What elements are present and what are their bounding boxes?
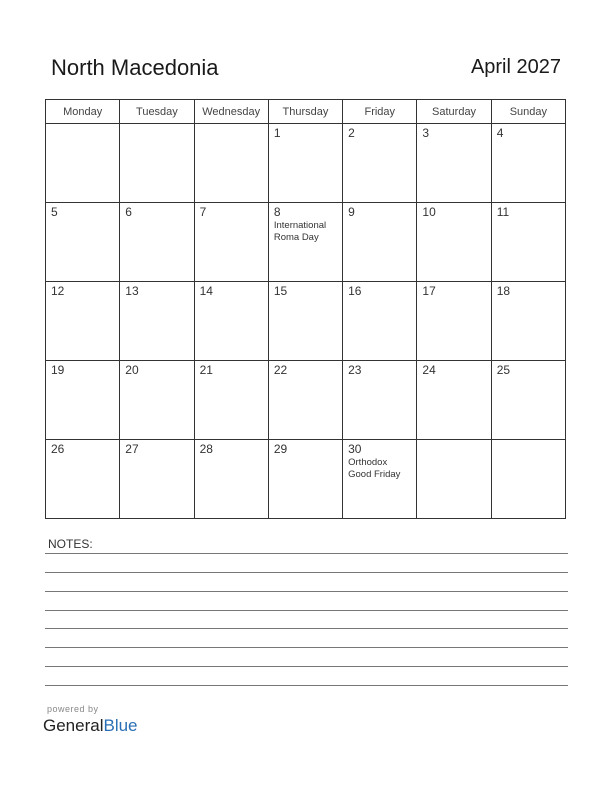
week-row [46, 124, 566, 203]
notes-line [45, 685, 568, 686]
weekday-header: Tuesday [120, 100, 194, 124]
day-cell [120, 440, 194, 519]
day-number: 1 [273, 126, 281, 140]
powered-by-text: powered by [47, 704, 99, 714]
day-number: 6 [125, 205, 132, 219]
day-cell [46, 282, 120, 361]
holiday-label: Orthodox Good Friday [348, 457, 401, 480]
calendar-grid [45, 99, 566, 519]
day-cell [343, 361, 417, 440]
day-number: 8 [273, 205, 281, 219]
weekday-header: Monday [46, 100, 120, 124]
holiday-label: International Roma Day [273, 220, 327, 243]
day-number: 2 [348, 126, 355, 140]
notes-line [45, 666, 568, 667]
day-cell [120, 282, 194, 361]
day-number: 16 [348, 284, 362, 298]
weekday-header-row [46, 100, 566, 124]
day-cell [343, 203, 417, 282]
day-cell [46, 440, 120, 519]
day-cell [343, 282, 417, 361]
day-cell [46, 361, 120, 440]
day-number: 11 [496, 205, 510, 219]
week-row [46, 361, 566, 440]
day-number: 23 [348, 363, 362, 377]
week-row [46, 440, 566, 519]
day-cell [194, 282, 268, 361]
day-number: 18 [496, 284, 511, 298]
day-cell [194, 440, 268, 519]
day-cell [491, 282, 565, 361]
day-cell [120, 361, 194, 440]
weekday-header: Friday [343, 100, 417, 124]
day-number: 29 [273, 442, 288, 456]
notes-line [45, 591, 568, 592]
day-cell [268, 203, 342, 282]
day-cell [268, 282, 342, 361]
notes-line [45, 628, 568, 629]
brand-blue: Blue [103, 716, 138, 735]
day-number: 14 [199, 284, 213, 298]
day-number: 19 [51, 363, 65, 377]
day-cell [268, 361, 342, 440]
weekday-header: Wednesday [194, 100, 268, 124]
day-cell [417, 440, 491, 519]
day-number: 5 [51, 205, 58, 219]
day-number: 17 [422, 284, 436, 298]
weekday-header: Saturday [417, 100, 491, 124]
day-number: 26 [51, 442, 65, 456]
day-number: 22 [273, 363, 288, 377]
generalblue-logo[interactable] [43, 716, 138, 736]
week-row [46, 282, 566, 361]
notes-line [45, 610, 568, 611]
month-year: April 2027 [470, 56, 561, 78]
day-cell [343, 440, 417, 519]
day-number: 21 [199, 363, 213, 377]
notes-label: NOTES: [48, 537, 93, 551]
brand-general: General [43, 716, 104, 735]
notes-line [45, 553, 568, 554]
day-number: 28 [199, 442, 213, 456]
day-cell [268, 440, 342, 519]
day-number: 4 [496, 126, 504, 140]
day-cell [417, 361, 491, 440]
notes-line [45, 572, 568, 573]
weekday-header: Thursday [268, 100, 342, 124]
day-cell [417, 124, 491, 203]
day-cell [120, 203, 194, 282]
day-number: 12 [51, 284, 65, 298]
day-cell [417, 282, 491, 361]
day-number: 3 [422, 126, 430, 140]
day-number: 13 [125, 284, 139, 298]
weekday-header: Sunday [491, 100, 565, 124]
day-cell [194, 203, 268, 282]
day-number: 24 [422, 363, 436, 377]
day-cell [46, 124, 120, 203]
day-cell [46, 203, 120, 282]
week-row [46, 203, 566, 282]
notes-line [45, 647, 568, 648]
day-number: 30 [348, 442, 362, 456]
day-cell [491, 440, 565, 519]
day-number: 25 [496, 363, 511, 377]
day-cell [194, 124, 268, 203]
day-number: 7 [199, 205, 207, 219]
day-cell [491, 203, 565, 282]
day-cell [120, 124, 194, 203]
day-cell [194, 361, 268, 440]
day-number: 27 [125, 442, 139, 456]
day-cell [491, 361, 565, 440]
day-cell [491, 124, 565, 203]
day-number: 10 [422, 205, 436, 219]
day-number: 15 [273, 284, 288, 298]
day-cell [343, 124, 417, 203]
day-cell [417, 203, 491, 282]
day-number: 20 [125, 363, 139, 377]
country-title: North Macedonia [51, 55, 219, 80]
day-cell [268, 124, 342, 203]
day-number: 9 [348, 205, 355, 219]
